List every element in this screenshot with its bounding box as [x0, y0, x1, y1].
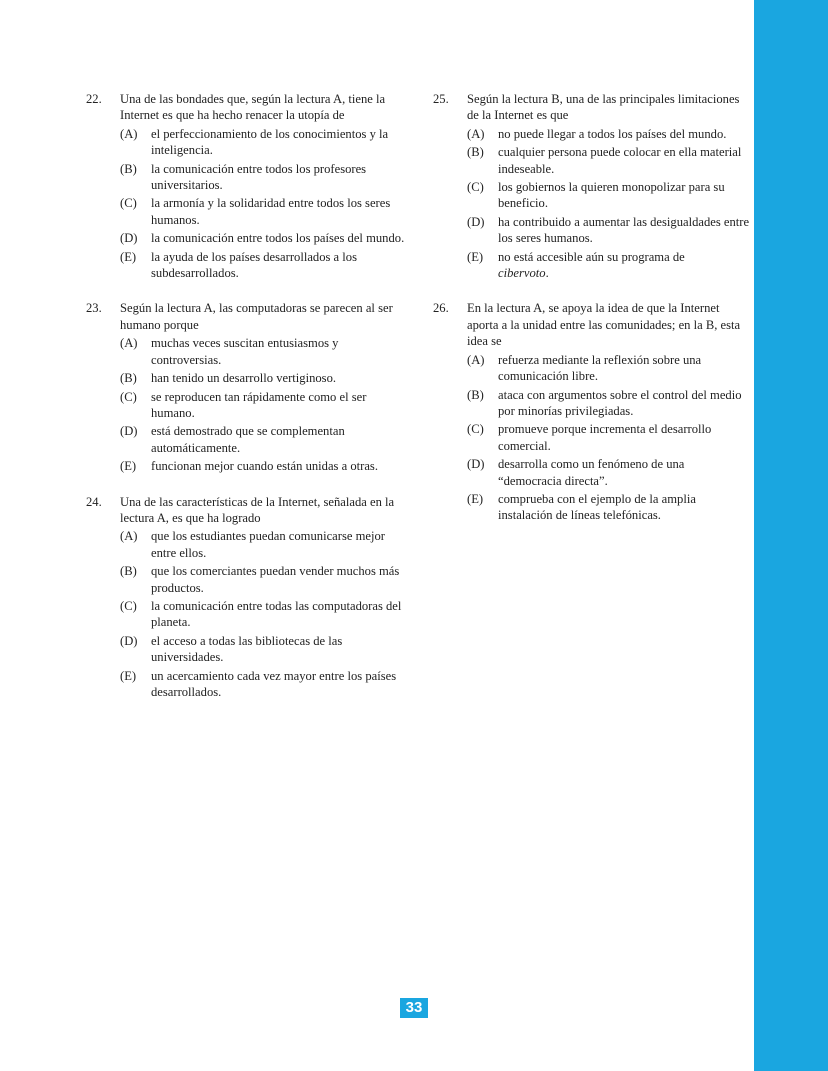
option-text: que los comerciantes puedan vender muchos más productos. — [151, 564, 400, 595]
option-c[interactable] — [120, 598, 408, 631]
option-b[interactable] — [467, 144, 751, 177]
option-letter: (A) — [120, 529, 138, 544]
option-letter: (C) — [120, 196, 137, 211]
option-c[interactable] — [467, 179, 751, 212]
option-text: promueve porque incrementa el desarrollo comercial. — [498, 422, 712, 453]
option-letter: (C) — [120, 389, 137, 404]
option-letter: (A) — [120, 126, 138, 141]
right-column — [433, 91, 751, 526]
option-text: muchas veces suscitan entusiasmos y controversias. — [151, 336, 339, 367]
option-text: la comunicación entre todas las computadoras del planeta. — [151, 598, 402, 630]
option-letter: (D) — [467, 214, 485, 229]
option-letter: (E) — [467, 249, 484, 264]
option-letter: (B) — [467, 387, 484, 402]
option-letter: (A) — [467, 352, 485, 367]
option-letter: (A) — [467, 126, 485, 141]
option-b[interactable] — [120, 563, 408, 596]
option-text: un acercamiento cada vez mayor entre los países desarrollados. — [151, 668, 397, 699]
option-text: desarrolla como un fenómeno de una “democracia directa”. — [498, 457, 685, 488]
question-stem: En la lectura A, se apoya la idea de que la Internet aporta a la unidad entre las comunidades; en la B, esta idea se — [467, 301, 741, 349]
option-text: ha contribuido a aumentar las desigualdades entre los seres humanos. — [498, 214, 750, 246]
option-letter: (D) — [120, 633, 138, 648]
option-list — [120, 126, 408, 282]
option-d[interactable] — [120, 633, 408, 666]
option-a[interactable] — [120, 335, 408, 368]
option-text: está demostrado que se complementan automáticamente. — [151, 424, 345, 455]
option-text: el perfeccionamiento de los conocimientos y la inteligencia. — [151, 126, 389, 158]
option-c[interactable] — [467, 421, 751, 454]
option-text: refuerza mediante la reflexión sobre una comunicación libre. — [498, 352, 702, 384]
option-d[interactable] — [120, 230, 408, 246]
option-list — [120, 335, 408, 474]
option-text: los gobiernos la quieren monopolizar para su beneficio. — [498, 180, 725, 211]
option-b[interactable] — [120, 161, 408, 194]
page-number-badge: 33 — [400, 998, 428, 1018]
option-text-italic: cibervoto — [498, 266, 546, 281]
left-column — [86, 91, 408, 702]
option-list — [467, 352, 751, 524]
option-a[interactable] — [467, 126, 751, 142]
question-stem: Una de las características de la Internet, señalada en la lectura A, es que ha logrado — [120, 494, 395, 525]
option-d[interactable] — [467, 456, 751, 489]
question-26 — [433, 300, 751, 523]
option-text: funcionan mejor cuando están unidas a otras. — [151, 459, 378, 474]
option-letter: (B) — [120, 564, 137, 579]
option-text: han tenido un desarrollo vertiginoso. — [151, 371, 337, 386]
option-text-end: . — [545, 266, 549, 281]
option-e[interactable] — [120, 668, 408, 701]
option-letter: (C) — [120, 598, 137, 613]
question-stem: Según la lectura B, una de las principales limitaciones de la Internet es que — [467, 92, 740, 123]
option-text: cualquier persona puede colocar en ella material indeseable. — [498, 145, 742, 176]
question-stem: Una de las bondades que, según la lectura A, tiene la Internet es que ha hecho renacer la utopía de — [120, 92, 386, 123]
option-text: no está accesible aún su programa de — [498, 249, 685, 264]
option-a[interactable] — [120, 528, 408, 561]
question-number: 24. — [86, 494, 102, 509]
option-letter: (D) — [120, 424, 138, 439]
option-text: que los estudiantes puedan comunicarse mejor entre ellos. — [151, 529, 385, 560]
question-25 — [433, 91, 751, 281]
question-number: 26. — [433, 301, 449, 316]
option-letter: (E) — [120, 249, 137, 264]
option-e[interactable] — [120, 458, 408, 474]
option-text: se reproducen tan rápidamente como el ser humano. — [151, 389, 367, 420]
option-list — [120, 528, 408, 700]
option-e[interactable] — [467, 249, 751, 282]
option-letter: (E) — [467, 491, 484, 506]
option-letter: (B) — [120, 371, 137, 386]
question-number: 22. — [86, 92, 102, 106]
option-text: la ayuda de los países desarrollados a los subdesarrollados. — [151, 249, 357, 281]
option-letter: (C) — [467, 180, 484, 195]
question-number: 23. — [86, 301, 102, 316]
option-c[interactable] — [120, 389, 408, 422]
option-text: la comunicación entre todos los países del mundo. — [151, 231, 405, 246]
option-letter: (E) — [120, 459, 137, 474]
option-b[interactable] — [467, 387, 751, 420]
option-letter: (B) — [120, 161, 137, 176]
option-c[interactable] — [120, 195, 408, 228]
question-24 — [86, 494, 408, 701]
option-list — [467, 126, 751, 282]
option-letter: (B) — [467, 145, 484, 160]
option-text: la armonía y la solidaridad entre todos los seres humanos. — [151, 196, 391, 227]
option-text: no puede llegar a todos los países del mundo. — [498, 126, 727, 141]
option-text: ataca con argumentos sobre el control del medio por minorías privilegiadas. — [498, 387, 742, 418]
option-letter: (D) — [467, 457, 485, 472]
option-d[interactable] — [467, 214, 751, 247]
option-a[interactable] — [120, 126, 408, 159]
option-e[interactable] — [467, 491, 751, 524]
option-d[interactable] — [120, 423, 408, 456]
option-b[interactable] — [120, 370, 408, 386]
question-number: 25. — [433, 92, 449, 106]
question-23 — [86, 300, 408, 474]
option-text: comprueba con el ejemplo de la amplia instalación de líneas telefónicas. — [498, 491, 696, 523]
option-text: la comunicación entre todos los profesores universitarios. — [151, 161, 367, 193]
option-letter: (A) — [120, 336, 138, 351]
option-e[interactable] — [120, 249, 408, 282]
option-letter: (E) — [120, 668, 137, 683]
side-color-band — [754, 0, 828, 1071]
question-22 — [86, 91, 408, 281]
option-a[interactable] — [467, 352, 751, 385]
option-text: el acceso a todas las bibliotecas de las universidades. — [151, 633, 343, 665]
option-letter: (C) — [467, 422, 484, 437]
question-stem: Según la lectura A, las computadoras se parecen al ser humano porque — [120, 301, 393, 332]
option-letter: (D) — [120, 231, 138, 246]
